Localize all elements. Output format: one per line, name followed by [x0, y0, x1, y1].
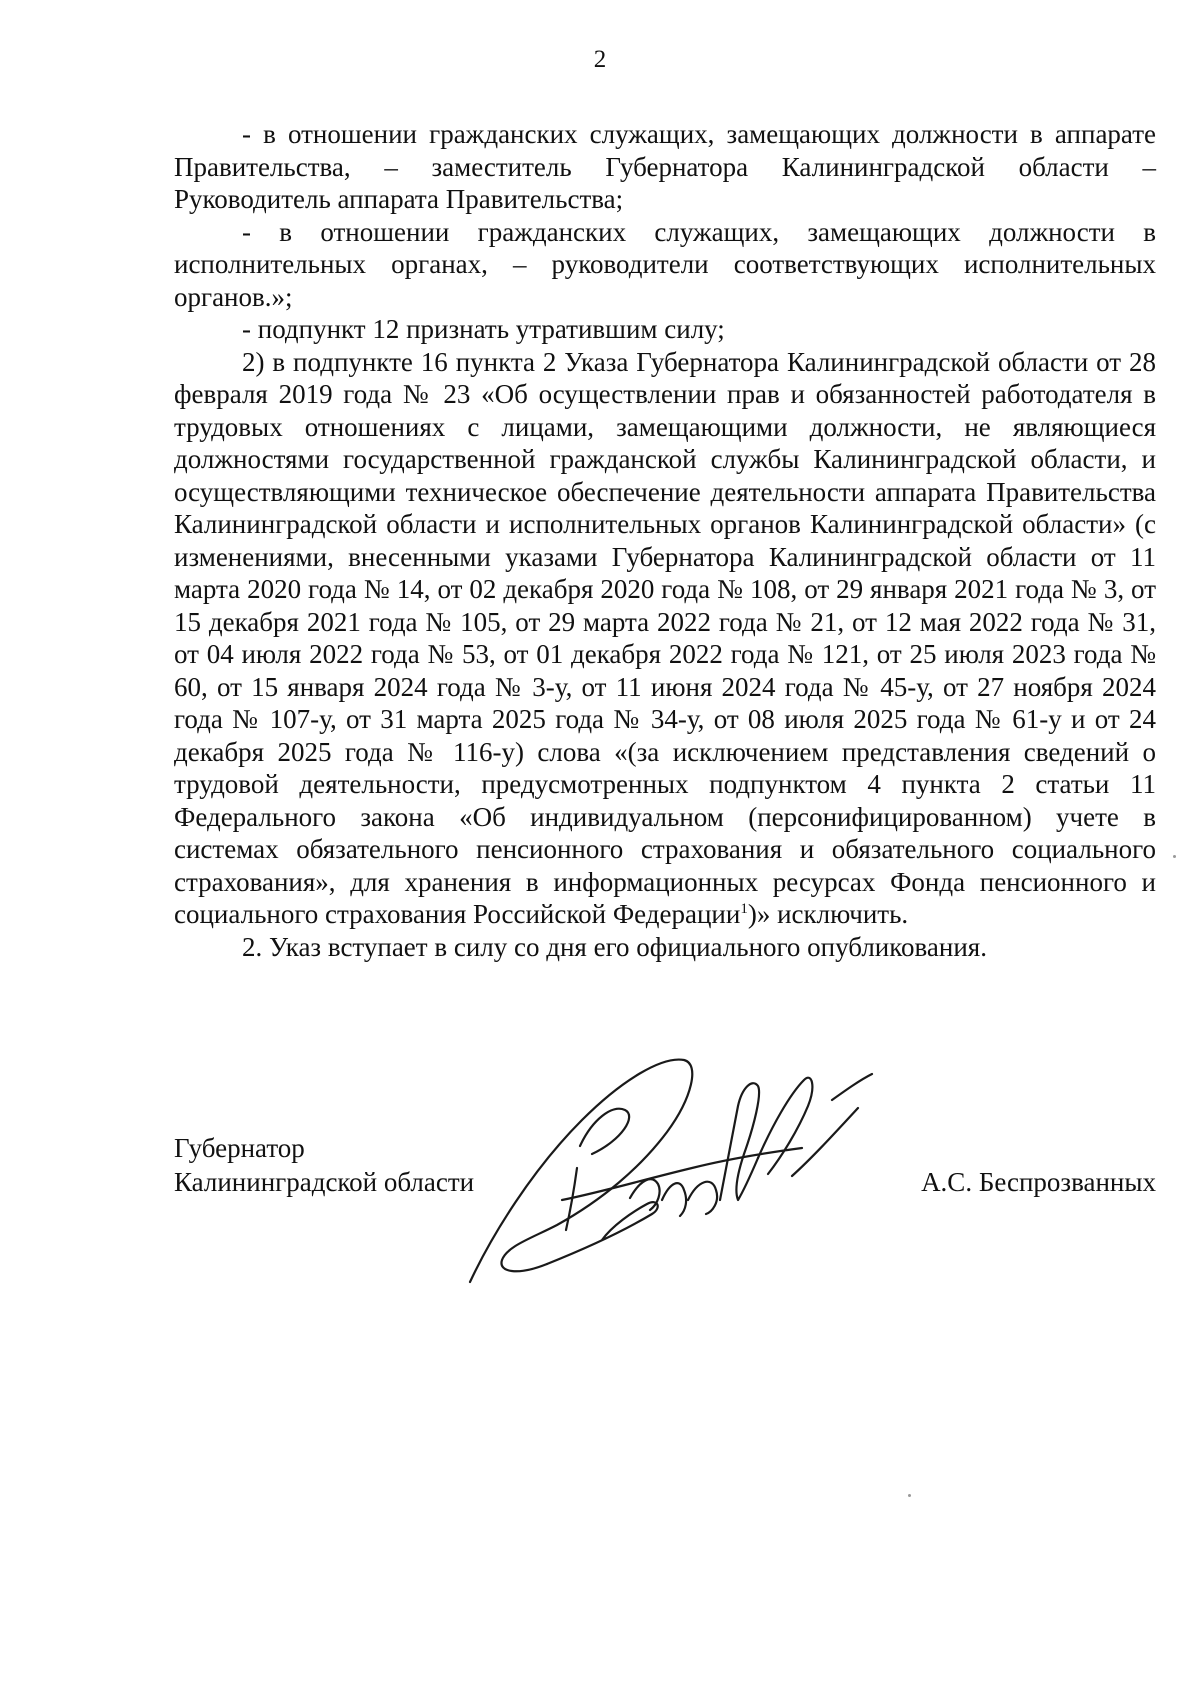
signatory-name: А.С. Беспрозванных: [921, 1167, 1156, 1197]
footnote-mark: 1: [740, 901, 748, 917]
paragraph-civil-servants-executive-bodies: - в отношении гражданских служащих, замещающих должности в исполнительных органах, – руководители соответствующих исполнительных органов.»;: [174, 216, 1156, 312]
paragraph-entry-into-force: 2. Указ вступает в силу со дня его официального опубликования.: [242, 931, 987, 962]
signatory-position-line1: Губернатор: [174, 1133, 305, 1163]
handwritten-signature: [462, 1050, 922, 1300]
page-number: 2: [593, 46, 607, 73]
signatory-position: [174, 1131, 474, 1199]
signatory-position-line2: Калининградской области: [174, 1167, 475, 1197]
paragraph-civil-servants-apparatus: - в отношении гражданских служащих, замещающих должности в аппарате Правительства, – заместитель Губернатора Калининградской области – Руководитель аппарата Правительства;: [174, 119, 1156, 214]
document-body: [174, 118, 1156, 963]
amendment-text: 2) в подпункте 16 пункта 2 Указа Губернатора Калининградской области от 28 февраля 2019 года № 23 «Об осуществлении прав и обязанностей работодателя в трудовых отношениях с лицами, замещающими должности, не являющиеся должностями государственной гражданской службы Калининградской области, и осуществляющими техническое обеспечение деятельности аппарата Правительства Калининградской области и исполнительных органов Калининградской области» (с изменениями, внесенными указами Губернатора Калининградской области от 11 марта 2020 года № 14, от 02 декабря 2020 года № 108, от 29 января 2021 года № 3, от 15 декабря 2021 года № 105, от 29 марта 2022 года № 21, от 12 мая 2022 года № 31, от 04 июля 2022 года № 53, от 01 декабря 2022 года № 121, от 25 июля 2023 года № 60, от 15 января 2024 года № 3-у, от 11 июня 2024 года № 45-у, от 27 ноября 2024 года № 107-у, от 31 марта 2025 года № 34-у, от 08 июля 2025 года № 61-у и от 24 декабря 2025 года № 116-у) слова «(за исключением представления сведений о трудовой деятельности, предусмотренных подпунктом 4 пункта 2 статьи 11 Федерального закона «Об индивидуальном (персонифицированном) учете в системах обязательного пенсионного страхования и обязательного социального страхования», для хранения в информационных ресурсах Фонда пенсионного и социального страхования Российской Федерации: [174, 346, 1156, 929]
paragraph-amendment-subitem-16: [174, 346, 1156, 931]
paragraph-subitem-12-repealed: - подпункт 12 признать утратившим силу;: [242, 314, 725, 344]
scan-speck: [1173, 855, 1176, 858]
scan-speck: [908, 1494, 911, 1497]
amendment-text-tail: )» исключить.: [747, 899, 909, 929]
